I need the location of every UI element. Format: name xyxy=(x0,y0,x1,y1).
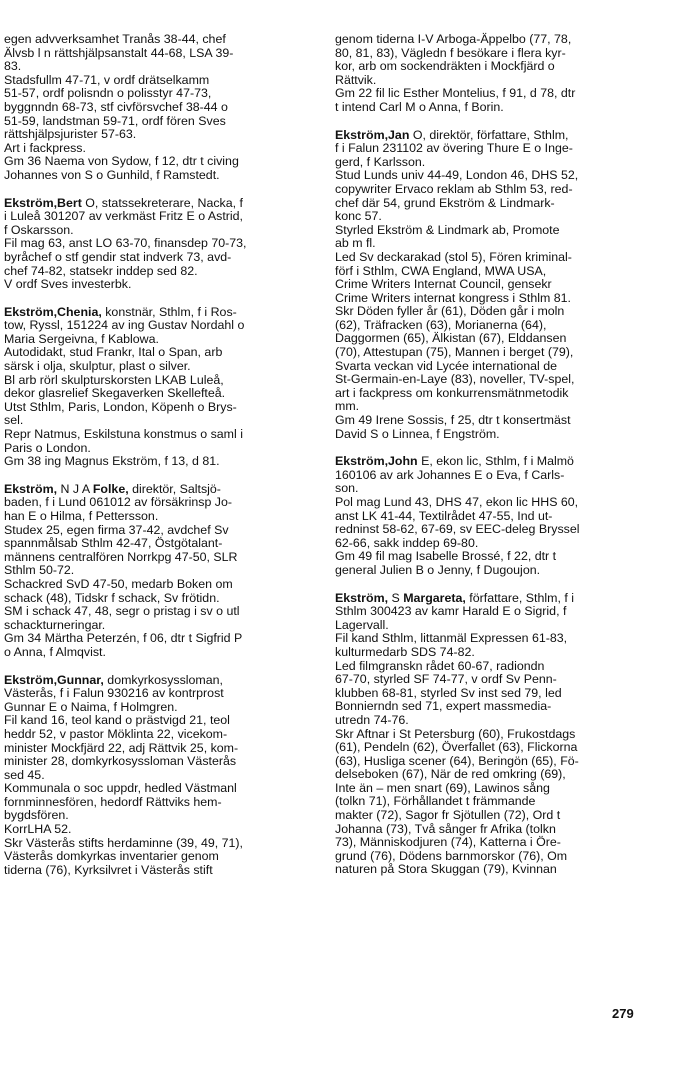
entry-given-name: John xyxy=(388,454,418,469)
entry-paragraph: Schackred SvD 47-50, medarb Boken om schack (48), Tidskr f schack, Sv frötidn. xyxy=(4,576,233,605)
entry xyxy=(4,674,312,878)
entry-description: direktör, Saltsjö- baden, f i Lund 061012 av försäkrinsp Jo- han E o Hilma, f Pettersson. xyxy=(4,481,232,523)
entry xyxy=(4,483,312,660)
entry-paragraph: Stud Lunds univ 44-49, London 46, DHS 52, copywriter Ervaco reklam ab Sthlm 53, red- chef där 54, grund Ekström & Lindmark- konc 57. xyxy=(335,168,579,224)
entry-heading xyxy=(335,129,643,170)
entry-description: författare, Sthlm, f i Sthlm 300423 av kamr Harald E o Sigrid, f Lagervall. xyxy=(335,590,574,632)
entry-paragraph: Studex 25, egen firma 37-42, avdchef Sv spannmålsab Sthlm 42-47, Östgötalant- männens centralfören Norrkpg 47-50, SLR Sthlm 50-72. xyxy=(4,522,238,578)
entry-heading xyxy=(4,483,312,524)
entry-surname: Ekström, xyxy=(4,195,58,210)
entry-paragraph: Gm 34 Märtha Peterzén, f 06, dtr t Sigfrid P o Anna, f Almqvist. xyxy=(4,631,243,659)
entry-paragraph: Utst Sthlm, Paris, London, Köpenh o Brys- sel. xyxy=(4,399,237,428)
left-column xyxy=(4,33,312,891)
entry-paragraph: Skr Döden fyller år (61), Döden går i moln (62), Träfracken (63), Morianerna (64), Daggormen (65), Älkistan (67), Elddansen (70), Attestupan (75), Mannen i berget (79), Svarta veckan vid Lycée international de St-Germain-en-Laye (83), noveller, TV-spel, art i fackpress om konkurrensmätnmetodik mm. xyxy=(335,304,575,414)
entry-paragraph: Art i fackpress. xyxy=(4,140,86,155)
entry-heading xyxy=(335,455,643,496)
entry xyxy=(335,129,643,442)
entry-paragraph: Gm 49 fil mag Isabelle Brossé, f 22, dtr t general Julien B o Jenny, f Dugoujon. xyxy=(335,549,557,577)
entry xyxy=(4,33,312,183)
page-number: 279 xyxy=(612,1006,634,1021)
entry-surname: Ekström, xyxy=(4,672,58,687)
entry-paragraph: Fil kand Sthlm, littanmäl Expressen 61-83, kulturmedarb SDS 74-82. xyxy=(335,631,568,659)
right-column xyxy=(335,33,643,891)
entry xyxy=(4,306,312,469)
entry-given-name: Jan xyxy=(388,127,410,142)
entry-paragraph: KorrLHA 52. xyxy=(4,822,72,837)
entry-surname: Ekström, xyxy=(4,481,58,496)
entry-surname: Ekström, xyxy=(335,590,389,605)
entry-description: E, ekon lic, Sthlm, f i Malmö 160106 av ark Johannes E o Eva, f Carls- son. xyxy=(335,454,574,496)
entry-heading xyxy=(4,197,312,238)
entry-surname: Ekström, xyxy=(335,454,389,469)
entry-paragraph: Bl arb rörl skulpturskorsten LKAB Luleå, dekor glasrelief Skegaverken Skellefteå. xyxy=(4,372,226,401)
entry-description: konstnär, Sthlm, f i Ros- tow, Ryssl, 151224 av ing Gustav Nordahl o Maria Sergeivna, f Kablowa. xyxy=(4,304,245,346)
entry-paragraph: genom tiderna I-V Arboga-Äppelbo (77, 78, 80, 81, 83), Vägledn f besökare i flera kyr- kor, arb om sockendräkten i Mockfjärd o Rättvik. xyxy=(335,32,572,87)
entry xyxy=(4,197,312,292)
entry-paragraph: Gm 38 ing Magnus Ekström, f 13, d 81. xyxy=(4,454,220,469)
entry-given-name: Gunnar, xyxy=(57,672,104,687)
entry-paragraph: Skr Västerås stifts herdaminne (39, 49, 71), Västerås domkyrkas inventarier genom tiderna (76), Kyrksilvret i Västerås stift xyxy=(4,835,243,877)
entry-paragraph: Gm 36 Naema von Sydow, f 12, dtr t civing Johannes von S o Gunhild, f Ramstedt. xyxy=(4,154,239,182)
entry-paragraph: Led Sv deckarakad (stol 5), Fören kriminal- förf i Sthlm, CWA England, MWA USA, Crime Writers Internat Council, gensekr Crime Writers internat kongress i Sthlm 81. xyxy=(335,249,572,305)
entry-paragraph: Fil mag 63, anst LO 63-70, finansdep 70-73, byråchef o stf gendir stat indverk 73, avd- chef 74-82, statsekr inddep sed 82. xyxy=(4,236,247,278)
entry-paragraph: V ordf Sves investerbk. xyxy=(4,277,132,292)
entry-paragraph: Gm 49 Irene Sossis, f 25, dtr t konsertmäst David S o Linnea, f Engström. xyxy=(335,413,571,441)
entry-given-name: Folke, xyxy=(92,481,129,496)
entry-paragraph: Repr Natmus, Eskilstuna konstmus o saml i Paris o London. xyxy=(4,427,243,455)
entry-initials: S xyxy=(388,590,404,605)
entry-surname: Ekström, xyxy=(335,127,389,142)
entry-description: O, statssekreterare, Nacka, f i Luleå 301207 av verkmäst Fritz E o Astrid, f Oskarsson. xyxy=(4,195,243,237)
entry-paragraph: Fil kand 16, teol kand o prästvigd 21, teol heddr 52, v pastor Möklinta 22, vicekom- minister Mockfjärd 22, adj Rättvik 25, kom- minister 28, domkyrkosyssloman Västerås sed 45. xyxy=(4,713,239,782)
entry-paragraph: Skr Aftnar i St Petersburg (60), Frukostdags (61), Pendeln (62), Överfallet (63), Flickorna (63), Husliga scener (64), Beringön (65), Fö- delseboken (67), När de red omkring (69), Inte än – men snart (69), Lawinos sång (tolkn 71), Förhållandet t främmande makter (72), Sagor fr Sjötullen (72), Ord t Johanna (73), Två sånger fr Afrika (tolkn 73), Människodjuren (74), Katterna i Öre- grund (76), Dödens barnmorskor (76), Om naturen på Stora Skuggan (79), Kvinnan xyxy=(335,726,579,877)
entry-description: O, direktör, författare, Sthlm, f i Falun 231102 av övering Thure E o Inge- gerd, f Karlsson. xyxy=(335,127,573,169)
entry-given-name: Chenia, xyxy=(57,304,102,319)
entry-heading xyxy=(4,674,312,715)
entry-paragraph: egen advverksamhet Tranås 38-44, chef Älvsb l n rättshjälpsanstalt 44-68, LSA 39- 83. xyxy=(4,32,234,74)
entry xyxy=(335,33,643,115)
entry-paragraph: Gm 22 fil lic Esther Montelius, f 91, d 78, dtr t intend Carl M o Anna, f Borin. xyxy=(335,86,576,114)
entry-given-name: Bert xyxy=(57,195,82,210)
entry xyxy=(335,592,643,877)
entry-paragraph: SM i schack 47, 48, segr o pristag i sv o utl schackturneringar. xyxy=(4,604,240,632)
entry xyxy=(335,455,643,577)
entry-paragraph: Styrled Ekström & Lindmark ab, Promote ab m fl. xyxy=(335,222,560,251)
entry-heading xyxy=(335,592,643,633)
entry-paragraph: Kommunala o soc uppdr, hedled Västmanl fornminnesfören, hedordf Rättviks hem- bygdsfören. xyxy=(4,781,237,823)
entry-given-name: Margareta, xyxy=(403,590,466,605)
entry-initials: N J A xyxy=(57,481,93,496)
entry-paragraph: Led filmgranskn rådet 60-67, radiondn 67-70, styrled SF 74-77, v ordf Sv Penn- klubben 68-81, styrled Sv inst sed 79, led Bonnierndn sed 71, expert massmedia- utredn 74-76. xyxy=(335,658,562,727)
entry-description: domkyrkosyssloman, Västerås, f i Falun 930216 av kontrprost Gunnar E o Naima, f Holmgren. xyxy=(4,672,224,714)
entry-paragraph: Autodidakt, stud Frankr, Ital o Span, arb särsk i olja, skulptur, plast o silver. xyxy=(4,345,223,374)
entry-surname: Ekström, xyxy=(4,304,58,319)
entry-paragraph: Pol mag Lund 43, DHS 47, ekon lic HHS 60, anst LK 41-44, Textilrådet 47-55, Ind ut- redninst 58-62, 67-69, sv EEC-deleg Bryssel 62-66, sakk inddep 69-80. xyxy=(335,495,580,550)
entry-paragraph: Stadsfullm 47-71, v ordf drätselkamm 51-57, ordf polisndn o polisstyr 47-73, byggnndn 68-73, stf civförsvchef 38-44 o 51-59, landstman 59-71, ordf fören Sves rättshjälpsjurister 57-63. xyxy=(4,72,228,142)
entry-heading xyxy=(4,306,312,347)
